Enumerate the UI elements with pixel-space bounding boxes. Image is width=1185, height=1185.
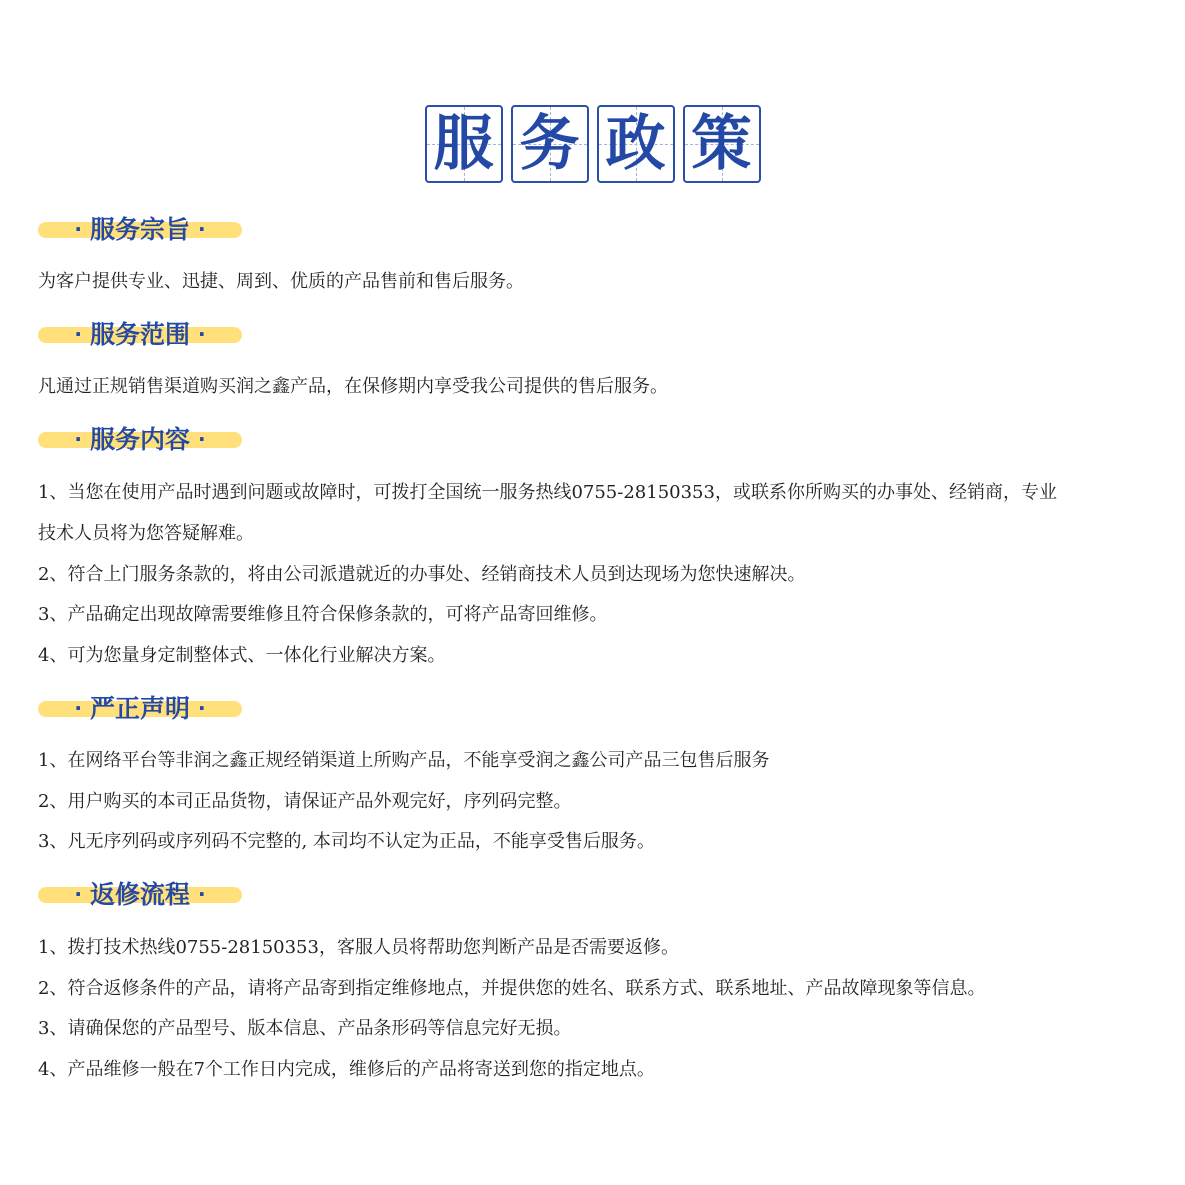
section-heading-content: · 服务内容 · — [38, 420, 242, 460]
section-heading-statement: · 严正声明 · — [38, 689, 242, 729]
section-heading-purpose: · 服务宗旨 · — [38, 210, 242, 250]
section-heading-text: 服务宗旨 — [89, 215, 190, 244]
title-char: 服 — [433, 109, 494, 179]
section-repair-line-2: 2、符合返修条件的产品，请将产品寄到指定维修地点，并提供您的姓名、联系方式、联系地址、产品故障现象等信息。 — [38, 978, 986, 999]
section-content-line-4: 4、可为您量身定制整体式、一体化行业解决方案。 — [38, 645, 446, 666]
section-statement-line-2: 2、用户购买的本司正品货物，请保证产品外观完好，序列码完整。 — [38, 791, 572, 812]
title-char-box — [511, 105, 589, 183]
section-content-line-1-cont: 技术人员将为您答疑解难。 — [38, 523, 254, 544]
title-char: 策 — [691, 109, 752, 179]
section-heading-scope: · 服务范围 · — [38, 315, 242, 355]
section-repair-line-3: 3、请确保您的产品型号、版本信息、产品条形码等信息完好无损。 — [38, 1018, 572, 1039]
section-heading-text: 服务范围 — [89, 320, 190, 349]
section-heading-text: 返修流程 — [89, 880, 190, 909]
title-char: 务 — [519, 109, 580, 179]
section-scope-line: 凡通过正规销售渠道购买润之鑫产品，在保修期内享受我公司提供的售后服务。 — [38, 376, 668, 397]
section-repair-line-4: 4、产品维修一般在7个工作日内完成，维修后的产品将寄送到您的指定地点。 — [38, 1059, 655, 1080]
page-title — [0, 105, 1185, 183]
section-heading-text: 服务内容 — [89, 425, 190, 454]
section-content-line-1: 1、当您在使用产品时遇到问题或故障时，可拨打全国统一服务热线0755-28150353，或联系你所购买的办事处、经销商，专业 — [38, 482, 1057, 503]
section-statement-line-1: 1、在网络平台等非润之鑫正规经销渠道上所购产品，不能享受润之鑫公司产品三包售后服务 — [38, 750, 770, 771]
title-char: 政 — [605, 109, 666, 179]
title-char-box — [425, 105, 503, 183]
section-purpose-line: 为客户提供专业、迅捷、周到、优质的产品售前和售后服务。 — [38, 271, 524, 292]
title-char-box — [597, 105, 675, 183]
section-repair-line-1: 1、拨打技术热线0755-28150353，客服人员将帮助您判断产品是否需要返修。 — [38, 937, 679, 958]
title-char-box — [683, 105, 761, 183]
section-heading-repair: · 返修流程 · — [38, 875, 242, 915]
section-content-line-3: 3、产品确定出现故障需要维修且符合保修条款的，可将产品寄回维修。 — [38, 604, 608, 625]
section-heading-text: 严正声明 — [89, 694, 190, 723]
section-content-line-2: 2、符合上门服务条款的，将由公司派遣就近的办事处、经销商技术人员到达现场为您快速解决。 — [38, 564, 806, 585]
section-statement-line-3: 3、凡无序列码或序列码不完整的, 本司均不认定为正品，不能享受售后服务。 — [38, 831, 655, 852]
